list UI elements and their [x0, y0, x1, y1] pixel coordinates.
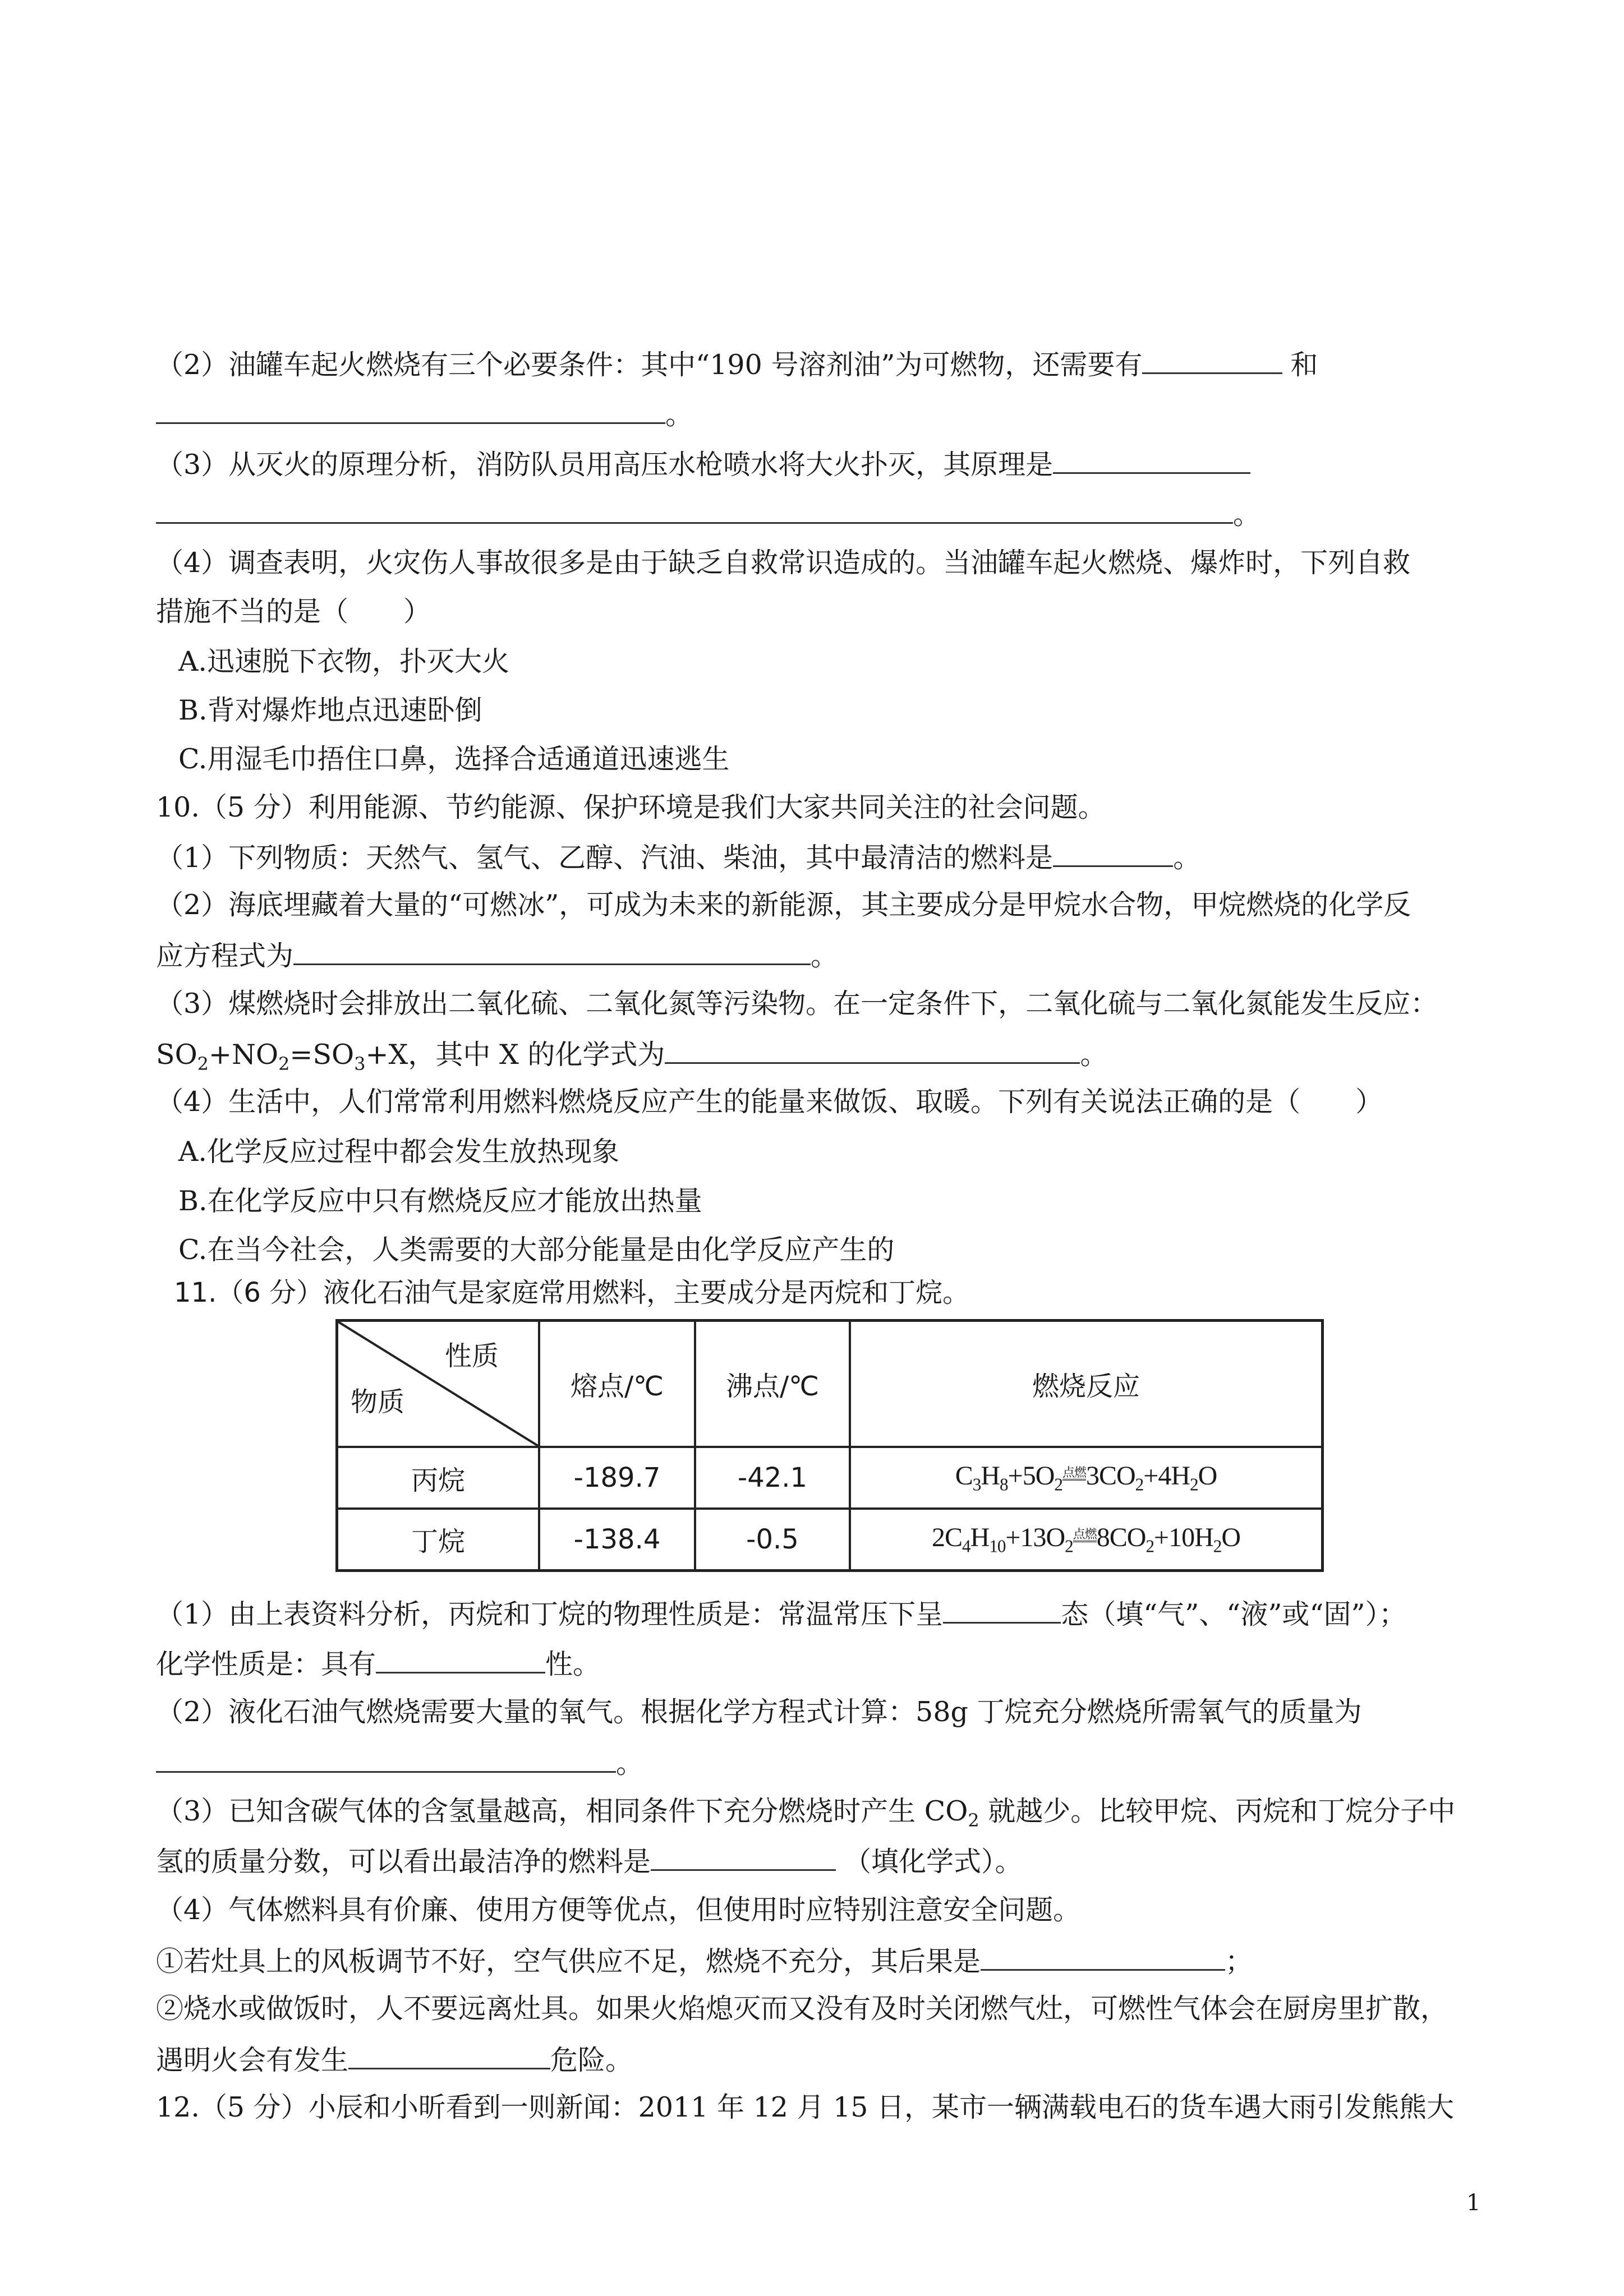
diag-label-property: 性质: [444, 1340, 499, 1372]
table-diagonal-header: [337, 1321, 540, 1447]
q10-part2-line2: [156, 938, 838, 973]
q11-part2-line1: （2）液化石油气燃烧需要大量的氧气。根据化学方程式计算：58g 丁烷充分燃烧所需氧气的质量为: [156, 1696, 1362, 1728]
q10-option-c[interactable]: C.在当今社会，人类需要的大部分能量是由化学反应产生的: [178, 1234, 895, 1266]
q10-part3-end: 。: [1080, 1039, 1108, 1071]
q11-part1-text: （1）由上表资料分析，丙烷和丁烷的物理性质是：常温常压下呈: [156, 1598, 944, 1630]
q11-blank-3[interactable]: [156, 1745, 616, 1773]
q10-formula-so3: =SO: [289, 1039, 355, 1071]
q11-blank-1[interactable]: [943, 1596, 1061, 1624]
q10-blank-1[interactable]: [1053, 840, 1173, 867]
col-header-reaction: 燃烧反应: [850, 1321, 1323, 1447]
q11-c2-text: 遇明火会有发生: [156, 2044, 349, 2076]
q11-blank-4[interactable]: [651, 1843, 836, 1871]
q9-blank-4[interactable]: [156, 496, 1233, 524]
q11-co2-sub: 2: [968, 1809, 979, 1831]
q10-part1-text: （1）下列物质：天然气、氢气、乙醇、汽油、柴油，其中最清洁的燃料是: [156, 842, 1053, 874]
row-butane-name: 丁烷: [337, 1509, 540, 1570]
eq-sub: 3: [972, 1474, 981, 1495]
q11-part1-text-b: 态（填“气”、“液”或“固”）；: [1061, 1598, 1406, 1630]
col-header-boiling: 沸点/℃: [695, 1321, 850, 1447]
q11-part3-line2: [156, 1843, 1023, 1879]
eq-sub: 8: [1000, 1474, 1008, 1495]
eq-sub: 2: [1213, 1536, 1222, 1556]
q10-part3-line1: （3）煤燃烧时会排放出二氧化硫、二氧化氮等污染物。在一定条件下，二氧化硫与二氧化氮能发生反应：: [156, 988, 1438, 1020]
q9-option-a[interactable]: A.迅速脱下衣物，扑灭大火: [178, 646, 509, 677]
q11-part2-end: 。: [616, 1748, 644, 1779]
q9-part3-line2: [156, 496, 1260, 532]
q10-heading: 10.（5 分）利用能源、节约能源、保护环境是我们大家共同关注的社会问题。: [156, 791, 1106, 823]
q10-formula-so: SO: [156, 1039, 197, 1071]
eq-sub: 2: [1145, 1536, 1154, 1556]
eq-part: C: [955, 1461, 973, 1491]
q11-part4: （4）气体燃料具有价廉、使用方便等优点，但使用时应特别注意安全问题。: [156, 1894, 1081, 1926]
row-butane-melt: -138.4: [539, 1509, 695, 1570]
q11-blank-6[interactable]: [348, 2042, 550, 2069]
eq-part: +10H: [1154, 1522, 1213, 1552]
q10-part3-text: +X，其中 X 的化学式为: [365, 1039, 665, 1071]
table-header-row: [337, 1321, 1323, 1447]
q10-part2-end: 。: [811, 940, 839, 972]
row-propane-reaction: [850, 1447, 1323, 1509]
q11-c2-end: 危险。: [550, 2044, 633, 2076]
eq-part: 8CO: [1096, 1522, 1146, 1552]
col-header-melting: 熔点/℃: [539, 1321, 695, 1447]
q11-c1-text: ①若灶具上的风板调节不好，空气供应不足，燃烧不充分，其后果是: [156, 1945, 981, 1977]
q11-part3-text-c: 氢的质量分数，可以看出最洁净的燃料是: [156, 1846, 651, 1878]
q11-part3-line1: [156, 1795, 1455, 1837]
eq-part: H: [970, 1522, 990, 1552]
q9-blank-1[interactable]: [1142, 347, 1282, 374]
q10-part3-line2: [156, 1036, 1107, 1081]
q9-option-c[interactable]: C.用湿毛巾捂住口鼻，选择合适通道迅速逃生: [178, 743, 730, 775]
row-propane-boil: -42.1: [695, 1447, 850, 1509]
eq-part: H: [981, 1461, 1000, 1491]
q10-option-a[interactable]: A.化学反应过程中都会发生放热现象: [178, 1136, 619, 1168]
eq-part: 3CO: [1085, 1461, 1135, 1491]
eq-condition: 点燃: [1073, 1527, 1097, 1541]
eq-part: O: [1198, 1461, 1217, 1491]
q9-blank-3[interactable]: [1053, 446, 1250, 474]
q10-part1-end: 。: [1173, 842, 1201, 874]
q9-blank-2[interactable]: [156, 397, 665, 424]
eq-part: O: [1221, 1522, 1241, 1552]
q9-part3-line1: [156, 446, 1250, 482]
q11-part1-text-c: 化学性质是：具有: [156, 1648, 376, 1680]
row-butane-boil: -0.5: [695, 1509, 850, 1570]
table-row: [337, 1447, 1323, 1509]
eq-sub: 10: [989, 1536, 1006, 1556]
eq-sub: 2: [1189, 1474, 1198, 1495]
eq-condition: 点燃: [1062, 1465, 1086, 1480]
eq-sub: 2: [1054, 1474, 1062, 1495]
q11-part2-line2: [156, 1745, 643, 1781]
q11-part4-c2-line1: ②烧水或做饭时，人不要远离灶具。如果火焰熄灭而又没有及时关闭燃气灶，可燃性气体会在厨房里扩散，: [156, 1993, 1448, 2025]
q11-part1-line2: [156, 1646, 600, 1681]
q11-c1-end: ；: [1225, 1945, 1253, 1977]
q11-part4-c2-line2: [156, 2042, 633, 2077]
q9-part2-and: 和: [1290, 349, 1318, 381]
q10-option-b[interactable]: B.在化学反应中只有燃烧反应才能放出热量: [178, 1185, 702, 1217]
q10-blank-2[interactable]: [293, 938, 811, 965]
q11-part4-c1: [156, 1943, 1253, 1979]
q10-sub-c: 3: [354, 1053, 366, 1075]
q10-part1: [156, 840, 1200, 875]
q9-part2-text: （2）油罐车起火燃烧有三个必要条件：其中“190 号溶剂油”为可燃物，还需要有: [156, 349, 1143, 381]
eq-part: +4H: [1143, 1461, 1190, 1491]
q9-part2-line1: [156, 347, 1318, 382]
q11-blank-2[interactable]: [376, 1646, 545, 1673]
q10-formula-no: +NO: [209, 1039, 279, 1071]
q9-part2-end: 。: [665, 399, 693, 431]
q9-option-b[interactable]: B.背对爆炸地点迅速卧倒: [178, 694, 482, 726]
diag-label-substance: 物质: [351, 1386, 405, 1418]
table-row: [337, 1509, 1323, 1570]
eq-part: 2C: [931, 1522, 962, 1552]
eq-sub: 2: [1135, 1474, 1144, 1495]
eq-sub: 2: [1065, 1536, 1073, 1556]
q9-part3-text: （3）从灭火的原理分析，消防队员用高压水枪喷水将大火扑灭，其原理是: [156, 449, 1053, 481]
q11-properties-table: [335, 1319, 1324, 1572]
q11-part3-text-d: （填化学式）。: [844, 1846, 1023, 1878]
q11-part3-text: （3）已知含碳气体的含氢量越高，相同条件下充分燃烧时产生 CO: [156, 1795, 968, 1827]
q9-part4-line1: （4）调查表明，火灾伤人事故很多是由于缺乏自救常识造成的。当油罐车起火燃烧、爆炸时，下列自救: [156, 547, 1411, 579]
row-propane-melt: -189.7: [539, 1447, 695, 1509]
eq-sub: 4: [961, 1536, 970, 1556]
q9-part3-end: 。: [1233, 499, 1261, 531]
row-propane-name: 丙烷: [337, 1447, 540, 1509]
page-number: 1: [1466, 2190, 1481, 2216]
q11-part1-line1: [156, 1596, 1406, 1631]
row-butane-reaction: [850, 1509, 1323, 1570]
eq-part: +5O: [1007, 1461, 1055, 1491]
q12-heading: 12.（5 分）小辰和小昕看到一则新闻：2011 年 12 月 15 日，某市一辆满载电石的货车遇大雨引发熊熊大: [156, 2091, 1454, 2123]
q11-part3-text-b: 就越少。比较甲烷、丙烷和丁烷分子中: [979, 1795, 1456, 1827]
q11-part1-text-d: 性。: [545, 1648, 601, 1680]
q9-part4-line2: 措施不当的是（ ）: [156, 596, 431, 628]
q10-part4: （4）生活中，人们常常利用燃料燃烧反应产生的能量来做饭、取暖。下列有关说法正确的是（ ）: [156, 1086, 1383, 1118]
q10-sub-b: 2: [278, 1053, 290, 1075]
q10-part2-text: 应方程式为: [156, 940, 294, 972]
q10-blank-3[interactable]: [665, 1036, 1080, 1064]
q9-part2-line2: [156, 397, 693, 432]
q10-sub-a: 2: [197, 1053, 209, 1075]
eq-part: +13O: [1005, 1522, 1065, 1552]
q11-heading: 11.（6 分）液化石油气是家庭常用燃料，主要成分是丙烷和丁烷。: [174, 1277, 970, 1308]
q10-part2-line1: （2）海底埋藏着大量的“可燃冰”，可成为未来的新能源，其主要成分是甲烷水合物，甲烷燃烧的化学反: [156, 889, 1411, 921]
q11-blank-5[interactable]: [981, 1943, 1225, 1971]
